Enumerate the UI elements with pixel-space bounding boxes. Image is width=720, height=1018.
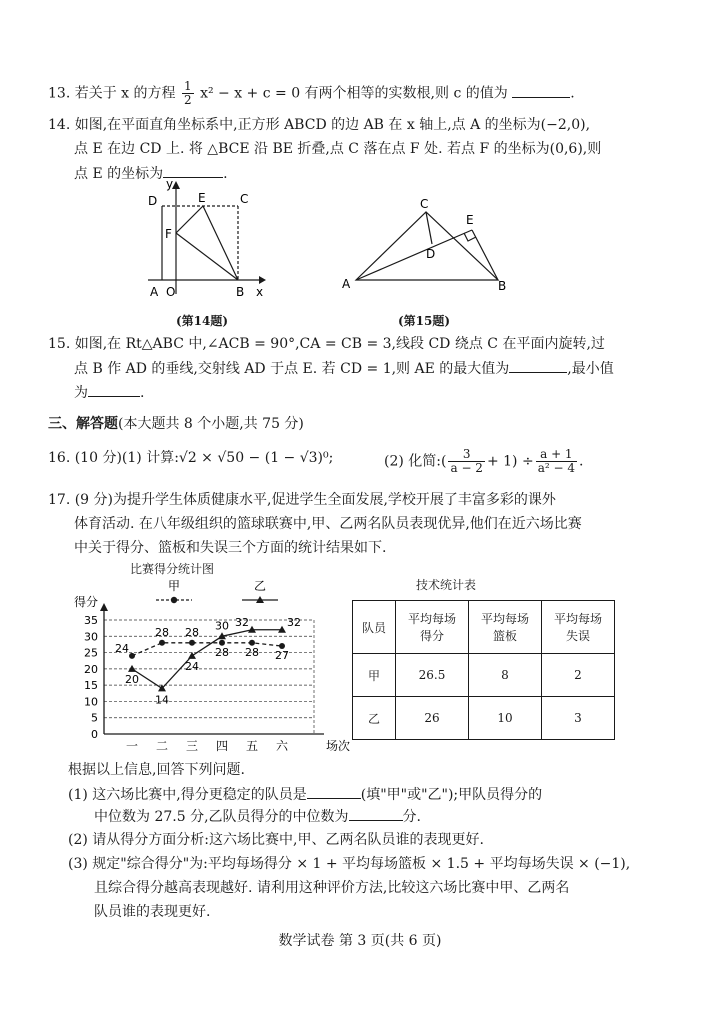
page-footer: 数学试卷 第 3 页(共 6 页): [278, 933, 442, 949]
fig14-label-b: B: [236, 285, 245, 299]
q13-text-mid: x² − x + c = 0 有两个相等的实数根,则 c 的值为: [200, 85, 508, 102]
section3-title: 三、解答题: [48, 416, 118, 432]
y-tick-label: 20: [84, 662, 98, 676]
data-label: 27: [275, 649, 289, 663]
data-label: 30: [215, 619, 229, 633]
data-label: 28: [185, 625, 199, 639]
tech-table-row: [353, 697, 615, 740]
q14-line1: 14. 如图,在平面直角坐标系中,正方形 ABCD 的边 AB 在 x 轴上,点 A 的坐标为(−2,0),: [48, 117, 591, 133]
q13-fraction: $\frac{1}{2}$: [183, 79, 192, 107]
score-line-chart: [64, 576, 354, 756]
q16-part2: (2) 化简:( $\frac{3}{a - 2}$ + 1) ÷ $\frac{a + 1}{\text{a² − 4}}$ .: [384, 447, 584, 475]
tech-table-header-cell: 平均每场 篮板: [469, 601, 542, 654]
q17-line1: 17. (9 分)为提升学生体质健康水平,促进学生全面发展,学校开展了丰富多彩的课外: [48, 492, 556, 508]
q16-line: [48, 448, 333, 468]
q13-number: 13.: [48, 85, 71, 102]
q15-answer-blank-max[interactable]: [509, 358, 567, 373]
q16-part1: (10 分)(1) 计算:√2 × √50 − (1 − √3)⁰;: [74, 450, 334, 466]
q17-sub3-line3: 队员谁的表现更好.: [94, 904, 211, 920]
y-axis-arrow: [100, 603, 108, 611]
q14-number: 14.: [48, 117, 71, 133]
legend-label: 乙: [253, 579, 267, 593]
q17-sub2: (2) 请从得分方面分析:这六场比赛中,甲、乙两名队员谁的表现更好.: [68, 832, 484, 848]
q17-line2: 体育活动. 在八年级组织的篮球联赛中,甲、乙两名队员表现优异,他们在近六场比赛: [74, 516, 582, 532]
data-label: 14: [155, 693, 169, 707]
q17-answer-blank-stable[interactable]: [307, 784, 361, 799]
fig14-label-a: A: [150, 285, 159, 299]
figure-15: [340, 196, 520, 296]
q17-after: 根据以上信息,回答下列问题.: [68, 762, 245, 778]
tech-table-cell: 3: [542, 697, 615, 740]
x-tick-label: 六: [275, 739, 289, 753]
fig14-label-o: O: [166, 285, 176, 299]
q14-line3: 点 E 的坐标为 .: [74, 163, 228, 184]
y-tick-label: 10: [84, 695, 98, 709]
section3-heading: [48, 414, 304, 434]
q13-line: 13. 若关于 x 的方程 $\frac{1}{2}$ x² − x + c = 0 有两个相等的实数根,则 c 的值为 .: [48, 79, 575, 107]
data-label: 24: [115, 641, 129, 655]
y-tick-label: 25: [84, 646, 98, 660]
y-tick-label: 0: [91, 728, 98, 741]
y-tick-label: 15: [84, 679, 98, 693]
fig14-label-c: C: [240, 192, 249, 206]
y-tick-label: 5: [91, 711, 98, 725]
tech-table-cell: 26: [396, 697, 469, 740]
q17-line3: 中关于得分、篮板和失误三个方面的统计结果如下.: [74, 540, 387, 556]
fig15-caption: (第15题): [398, 314, 451, 328]
fig14-label-f: F: [165, 227, 172, 241]
q17-sub3-line2: 且综合得分越高表现越好. 请利用这种评价方法,比较这六场比赛中甲、乙两名: [94, 880, 570, 896]
tech-table-cell: 甲: [353, 654, 396, 697]
q17-sub1-line2: 中位数为 27.5 分,乙队员得分的中位数为 分.: [94, 806, 421, 827]
fig14-label-y: y: [166, 177, 174, 191]
data-label: 32: [235, 615, 249, 629]
fig14-label-e: E: [198, 191, 206, 205]
data-point: [128, 665, 136, 672]
data-label: 28: [215, 645, 229, 659]
fig14-label-x: x: [256, 285, 264, 299]
q17-number: 17.: [48, 492, 71, 508]
y-tick-label: 35: [84, 614, 98, 627]
legend-label: 甲: [167, 579, 181, 593]
tech-table-cell: 26.5: [396, 654, 469, 697]
data-point: [159, 640, 165, 646]
q17-sub3-line1: (3) 规定"综合得分"为:平均每场得分 × 1 + 平均每场篮板 × 1.5 + 平均每场失误 × (−1),: [68, 856, 631, 872]
data-label: 28: [155, 625, 169, 639]
data-label: 20: [125, 672, 139, 686]
tech-table-header-row: [353, 601, 615, 654]
y-tick-label: 30: [84, 630, 98, 644]
tech-table-cell: 2: [542, 654, 615, 697]
fig14-caption: (第14题): [176, 314, 229, 328]
x-tick-label: 五: [245, 739, 259, 753]
data-label: 24: [185, 659, 199, 673]
tech-table-cell: 10: [469, 697, 542, 740]
data-point: [189, 640, 195, 646]
chart-title: 比赛得分统计图: [130, 562, 215, 576]
q15-number: 15.: [48, 336, 71, 352]
q15-line2: 点 B 作 AD 的垂线,交射线 AD 于点 E. 若 CD = 1,则 AE 的最大值为 ,最小值: [74, 358, 614, 379]
tech-table-row: [353, 654, 615, 697]
q15-answer-blank-min[interactable]: [88, 382, 140, 397]
tech-table-cell: 乙: [353, 697, 396, 740]
figure-14: [138, 176, 278, 302]
tech-table-header-cell: 队员: [353, 601, 396, 654]
data-label: 28: [245, 645, 259, 659]
section3-note: (本大题共 8 个小题,共 75 分): [118, 416, 304, 432]
q13-text-before: 若关于 x 的方程: [74, 85, 176, 102]
fig15-label-b: B: [498, 279, 507, 293]
tech-stats-table: [352, 600, 615, 740]
q14-line2: 点 E 在边 CD 上. 将 △BCE 沿 BE 折叠,点 C 落在点 F 处. 若点 F 的坐标为(0,6),则: [74, 141, 602, 157]
fig15-label-e: E: [466, 213, 474, 227]
fig15-label-a: A: [342, 277, 351, 291]
q15-line1: 15. 如图,在 Rt△ABC 中,∠ACB = 90°,CA = CB = 3,线段 CD 绕点 C 在平面内旋转,过: [48, 336, 605, 352]
x-tick-label: 四: [215, 739, 229, 753]
legend-marker: [171, 597, 177, 603]
data-label: 32: [287, 615, 301, 629]
x-tick-label: 二: [155, 739, 169, 753]
fig14-label-d: D: [148, 194, 158, 208]
q17-answer-blank-median[interactable]: [349, 806, 403, 821]
x-tick-label: 一: [125, 739, 139, 753]
tech-table-title: 技术统计表: [416, 578, 477, 592]
fig15-label-c: C: [420, 197, 429, 211]
series-line-jia: [132, 643, 282, 656]
x-axis-label: 场次: [326, 739, 351, 753]
q16-number: 16.: [48, 450, 71, 466]
q13-answer-blank[interactable]: [512, 83, 570, 98]
x-tick-label: 三: [185, 739, 199, 753]
q17-sub1-line1: (1) 这六场比赛中,得分更稳定的队员是 (填"甲"或"乙");甲队员得分的: [68, 784, 542, 805]
tech-table-header-cell: 平均每场 得分: [396, 601, 469, 654]
tech-table-header-cell: 平均每场 失误: [542, 601, 615, 654]
data-point: [129, 653, 135, 659]
tech-table-cell: 8: [469, 654, 542, 697]
q15-line3: 为 .: [74, 382, 144, 403]
fig15-label-d: D: [426, 247, 436, 261]
y-axis-label: 得分: [74, 595, 99, 609]
